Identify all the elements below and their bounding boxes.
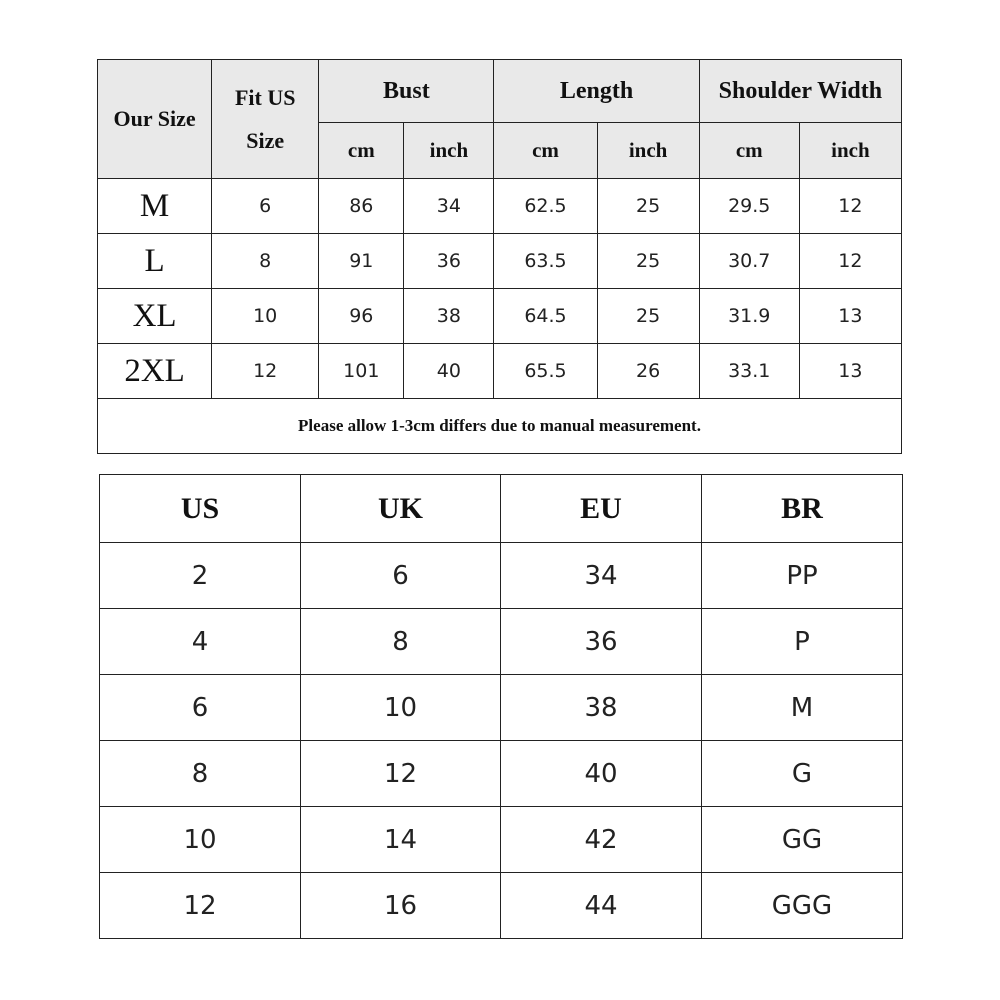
size-cell-shoulder-cm: 30.7 <box>699 234 799 289</box>
conversion-row <box>100 543 903 609</box>
conversion-cell-eu: 38 <box>501 675 702 741</box>
size-cell-bust-inch: 38 <box>404 289 494 344</box>
size-cell-bust-cm: 86 <box>319 179 404 234</box>
size-cell-shoulder-inch: 12 <box>799 234 901 289</box>
size-cell-fit-us: 12 <box>212 344 319 399</box>
size-cell-size: M <box>98 179 212 234</box>
measurement-note: Please allow 1-3cm differs due to manual measurement. <box>98 399 902 454</box>
header-bust-cm: cm <box>319 123 404 179</box>
size-cell-bust-cm: 91 <box>319 234 404 289</box>
size-cell-length-cm: 64.5 <box>494 289 597 344</box>
header-us: US <box>100 475 301 543</box>
conversion-cell-us: 6 <box>100 675 301 741</box>
conversion-cell-eu: 44 <box>501 873 702 939</box>
size-cell-length-inch: 25 <box>597 289 699 344</box>
size-cell-size: XL <box>98 289 212 344</box>
header-shoulder-inch: inch <box>799 123 901 179</box>
conversion-cell-us: 8 <box>100 741 301 807</box>
conversion-row <box>100 807 903 873</box>
size-cell-fit-us: 6 <box>212 179 319 234</box>
size-cell-length-inch: 26 <box>597 344 699 399</box>
size-cell-length-cm: 65.5 <box>494 344 597 399</box>
size-cell-length-inch: 25 <box>597 179 699 234</box>
header-shoulder-cm: cm <box>699 123 799 179</box>
conversion-cell-us: 2 <box>100 543 301 609</box>
size-cell-size: 2XL <box>98 344 212 399</box>
header-length-cm: cm <box>494 123 597 179</box>
size-cell-fit-us: 8 <box>212 234 319 289</box>
header-fit-us-line1: Fit US <box>234 85 296 110</box>
size-cell-bust-cm: 101 <box>319 344 404 399</box>
conversion-cell-us: 12 <box>100 873 301 939</box>
conversion-cell-uk: 14 <box>301 807 501 873</box>
header-eu: EU <box>501 475 702 543</box>
conversion-cell-eu: 34 <box>501 543 702 609</box>
conversion-cell-uk: 16 <box>301 873 501 939</box>
header-length-inch: inch <box>597 123 699 179</box>
header-br: BR <box>702 475 903 543</box>
conversion-cell-uk: 8 <box>301 609 501 675</box>
conversion-cell-uk: 6 <box>301 543 501 609</box>
size-cell-length-cm: 63.5 <box>494 234 597 289</box>
conversion-cell-us: 10 <box>100 807 301 873</box>
size-cell-size: L <box>98 234 212 289</box>
conversion-cell-br: GGG <box>702 873 903 939</box>
size-cell-fit-us: 10 <box>212 289 319 344</box>
conversion-cell-eu: 42 <box>501 807 702 873</box>
size-cell-bust-inch: 34 <box>404 179 494 234</box>
conversion-cell-uk: 12 <box>301 741 501 807</box>
size-cell-shoulder-cm: 31.9 <box>699 289 799 344</box>
header-bust-inch: inch <box>404 123 494 179</box>
conversion-cell-eu: 36 <box>501 609 702 675</box>
conversion-cell-uk: 10 <box>301 675 501 741</box>
header-shoulder-width: Shoulder Width <box>699 60 901 123</box>
conversion-cell-us: 4 <box>100 609 301 675</box>
header-bust: Bust <box>319 60 494 123</box>
conversion-cell-br: G <box>702 741 903 807</box>
size-conversion-table <box>99 474 903 939</box>
size-cell-bust-inch: 40 <box>404 344 494 399</box>
size-chart-table <box>97 59 902 454</box>
conversion-row <box>100 609 903 675</box>
conversion-cell-br: PP <box>702 543 903 609</box>
header-uk: UK <box>301 475 501 543</box>
header-fit-us-line2: Size <box>246 128 285 153</box>
size-cell-shoulder-inch: 13 <box>799 344 901 399</box>
size-cell-shoulder-inch: 13 <box>799 289 901 344</box>
conversion-cell-eu: 40 <box>501 741 702 807</box>
header-our-size: Our Size <box>98 60 212 179</box>
size-cell-shoulder-cm: 33.1 <box>699 344 799 399</box>
conversion-cell-br: GG <box>702 807 903 873</box>
conversion-cell-br: M <box>702 675 903 741</box>
size-cell-length-cm: 62.5 <box>494 179 597 234</box>
size-cell-shoulder-inch: 12 <box>799 179 901 234</box>
size-row <box>98 289 902 344</box>
header-fit-us-size <box>212 60 319 179</box>
size-cell-shoulder-cm: 29.5 <box>699 179 799 234</box>
header-length: Length <box>494 60 699 123</box>
conversion-row <box>100 675 903 741</box>
size-cell-bust-inch: 36 <box>404 234 494 289</box>
size-row <box>98 234 902 289</box>
size-row <box>98 344 902 399</box>
conversion-cell-br: P <box>702 609 903 675</box>
size-row <box>98 179 902 234</box>
size-cell-bust-cm: 96 <box>319 289 404 344</box>
size-cell-length-inch: 25 <box>597 234 699 289</box>
conversion-row <box>100 741 903 807</box>
conversion-row <box>100 873 903 939</box>
